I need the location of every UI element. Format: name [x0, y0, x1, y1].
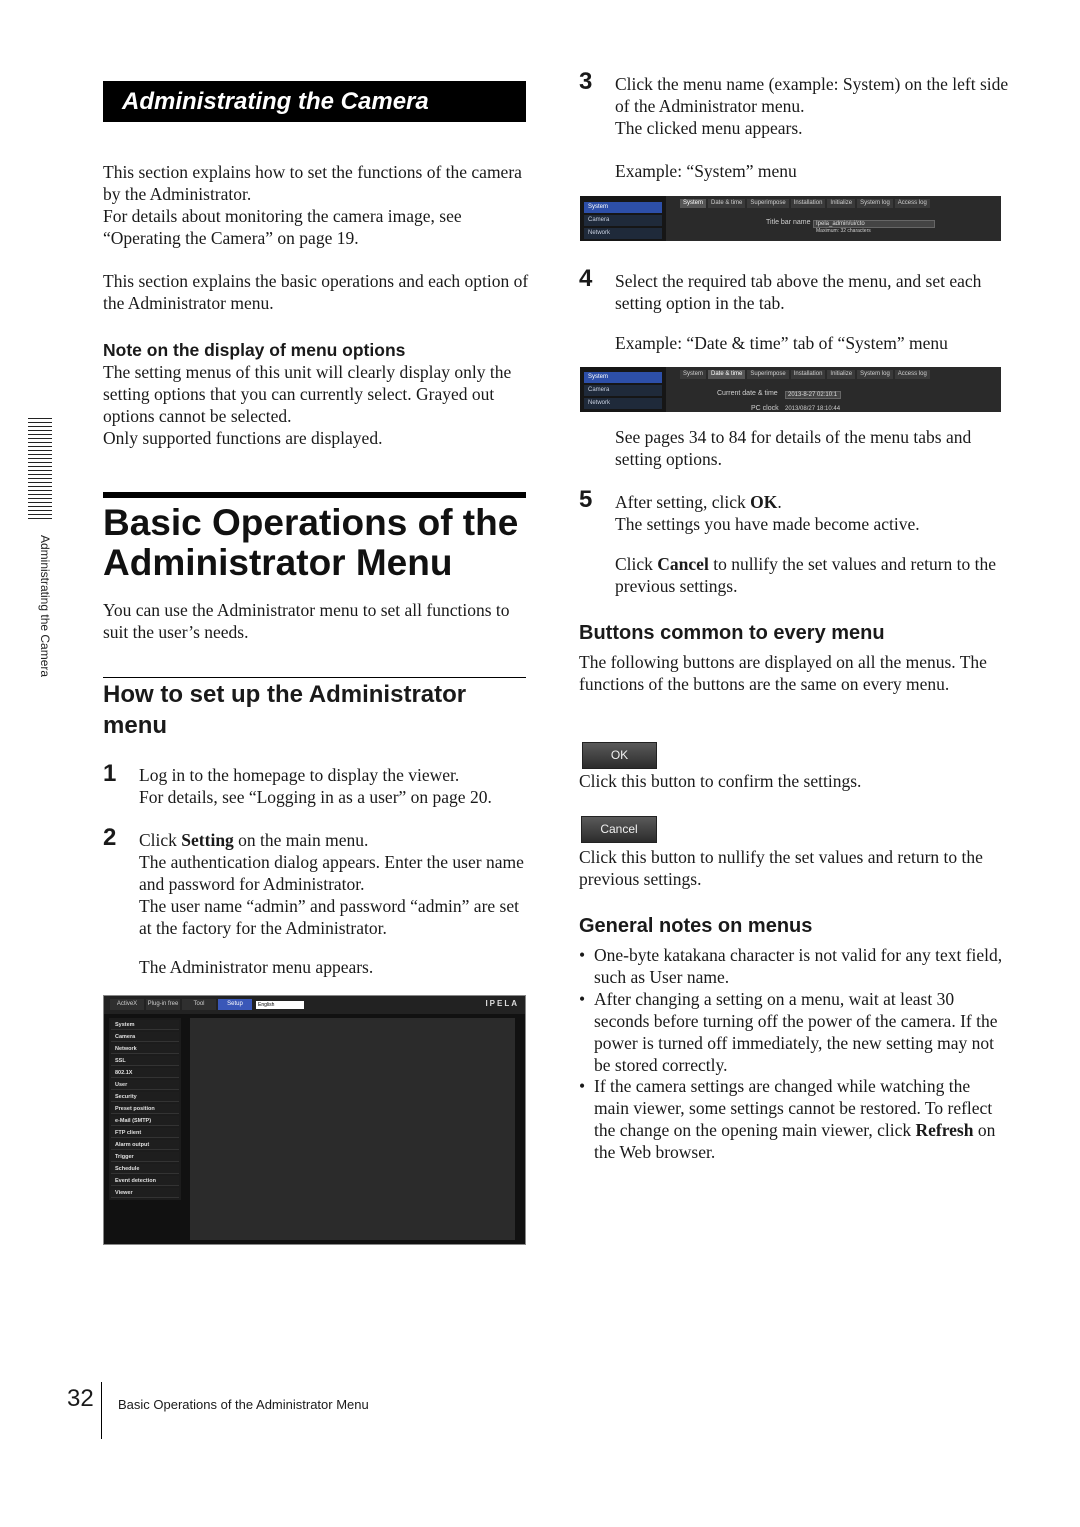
- tab-superimpose-2: Superimpose: [747, 370, 788, 379]
- menu-item-viewer: Viewer: [111, 1188, 179, 1198]
- note-bullet-2: [579, 988, 1004, 1076]
- tab-system-log: System log: [857, 199, 893, 208]
- step-number-4: 4: [579, 265, 593, 292]
- intro-paragraph-3: This section explains the basic operations and each option of the Administrator menu.: [103, 271, 529, 313]
- buttons-intro: The following buttons are displayed on all the menus. The functions of the buttons are the same on every menu.: [579, 652, 987, 694]
- cancel-button[interactable]: Cancel: [581, 816, 657, 843]
- menu-item-ssl: SSL: [111, 1056, 179, 1066]
- menu-item-schedule: Schedule: [111, 1164, 179, 1174]
- menu-item-camera: Camera: [111, 1032, 179, 1042]
- bullet-dot: •: [579, 1076, 586, 1096]
- title-bar-name-label: Title bar name: [766, 219, 811, 226]
- side-item-system: System: [584, 202, 662, 213]
- tab-date-time-2: Date & time: [708, 370, 745, 379]
- footer-rule: [101, 1382, 102, 1439]
- step-3-line-1: Click the menu name (example: System) on the left side of the Administrator menu.: [615, 74, 1009, 116]
- intro-paragraph-1: This section explains how to set the functions of the camera by the Administrator.: [103, 162, 522, 204]
- tab-system: System: [680, 199, 706, 208]
- step-number-3: 3: [579, 68, 593, 95]
- setting-keyword: Setting: [181, 830, 234, 850]
- step-1-line-2: For details, see “Logging in as a user” on page 20.: [139, 787, 492, 807]
- main-intro: You can use the Administrator menu to set all functions to suit the user’s needs.: [103, 600, 510, 642]
- side-item-camera-2: Camera: [584, 385, 662, 396]
- menu-item-trigger: Trigger: [111, 1152, 179, 1162]
- intro-paragraph-2: For details about monitoring the camera image, see “Operating the Camera” on page 19.: [103, 206, 462, 248]
- ipela-logo: IPELA: [485, 999, 519, 1008]
- note-paragraph-2: Only supported functions are displayed.: [103, 428, 383, 448]
- side-item-network-2: Network: [584, 398, 662, 409]
- step-4-after: See pages 34 to 84 for details of the menu tabs and setting options.: [615, 427, 972, 469]
- current-date-time-label: Current date & time: [717, 390, 778, 397]
- menu-item-alarm-output: Alarm output: [111, 1140, 179, 1150]
- admin-menu-screenshot: [103, 995, 526, 1245]
- notes-heading: General notes on menus: [579, 915, 813, 937]
- tab-superimpose: Superimpose: [747, 199, 788, 208]
- subsection-title: How to set up the Administrator menu: [103, 681, 467, 739]
- tab-setup: Setup: [218, 999, 252, 1010]
- tab-system-log-2: System log: [857, 370, 893, 379]
- step-number-1: 1: [103, 760, 117, 787]
- side-item-camera: Camera: [584, 215, 662, 226]
- ok-description: Click this button to confirm the settings.: [579, 771, 862, 791]
- screenshot-topbar: [104, 996, 525, 1014]
- step-4-example: Example: “Date & time” tab of “System” menu: [615, 333, 948, 353]
- bullet-dot: •: [579, 989, 586, 1009]
- menu-item-preset-position: Preset position: [111, 1104, 179, 1114]
- title-bar-name-hint: Maximum: 32 characters: [816, 228, 871, 234]
- pc-clock-label: PC clock: [751, 405, 779, 412]
- footer-title: Basic Operations of the Administrator Menu: [118, 1397, 369, 1412]
- cancel-keyword: Cancel: [657, 554, 709, 574]
- tab-initialize-2: Initialize: [827, 370, 855, 379]
- ok-keyword: OK: [750, 492, 778, 512]
- screenshot-side-menu-2: [580, 367, 666, 412]
- step-5-line-3: Click Cancel to nullify the set values and return to the previous settings.: [615, 554, 997, 596]
- side-item-system-2: System: [584, 372, 662, 383]
- page-title: Basic Operations of the Administrator Menu: [103, 502, 519, 583]
- note-bullet-3-text: If the camera settings are changed while watching the main viewer, some settings cannot be restored. To reflect the change on the opening main viewer, click Refresh on the Web browser.: [594, 1076, 996, 1162]
- step-1-line-1: Log in to the homepage to display the viewer.: [139, 765, 460, 785]
- step-5-line-2: The settings you have made become active.: [615, 514, 920, 534]
- admin-side-menu: [109, 1018, 181, 1200]
- note-paragraph-1: The setting menus of this unit will clearly display only the setting options that you can currently select. Grayed out options cannot be selected.: [103, 362, 512, 426]
- menu-item-user: User: [111, 1080, 179, 1090]
- side-tab-label: Administrating the Camera: [38, 535, 52, 678]
- note-bullet-1: [579, 944, 1004, 988]
- page-number: 32: [67, 1385, 94, 1412]
- side-tab-lines: [28, 418, 52, 522]
- tab-date-time: Date & time: [708, 199, 745, 208]
- tab-tool: Tool: [182, 999, 216, 1010]
- menu-item-system: System: [111, 1020, 179, 1030]
- tab-access-log: Access log: [895, 199, 930, 208]
- step-5-line-1: After setting, click OK.: [615, 492, 782, 512]
- note-bullet-1-text: One-byte katakana character is not valid for any text field, such as User name.: [594, 945, 1003, 987]
- system-menu-screenshot: [580, 196, 1001, 241]
- current-date-time-field: 2013-8-27 02:10:1: [785, 391, 841, 399]
- ok-button[interactable]: OK: [582, 742, 657, 769]
- menu-item-network: Network: [111, 1044, 179, 1054]
- note-bullet-2-text: After changing a setting on a menu, wait at least 30 seconds before turning off the power of the camera. If the power is turned off immediately, the new setting may not be stored correctly.: [594, 989, 998, 1075]
- step-number-2: 2: [103, 824, 117, 851]
- step-3-line-2: The clicked menu appears.: [615, 118, 803, 138]
- title-bar-name-field: Ipela_admin/ui/cto: [813, 220, 935, 228]
- screenshot-tabs: [680, 199, 930, 208]
- screenshot-side-menu: [580, 196, 666, 241]
- menu-item-email: e-Mail (SMTP): [111, 1116, 179, 1126]
- step-2-line-4: The Administrator menu appears.: [139, 957, 374, 977]
- menu-item-8021x: 802.1X: [111, 1068, 179, 1078]
- cancel-description: Click this button to nullify the set values and return to the previous settings.: [579, 847, 983, 889]
- menu-item-security: Security: [111, 1092, 179, 1102]
- step-2-line-1: Click Setting on the main menu.: [139, 830, 369, 850]
- refresh-keyword: Refresh: [915, 1120, 974, 1140]
- admin-content-area: [190, 1018, 515, 1240]
- note-bullet-3: [579, 1075, 1004, 1163]
- bullet-dot: •: [579, 945, 586, 965]
- tab-initialize: Initialize: [827, 199, 855, 208]
- tab-installation: Installation: [791, 199, 826, 208]
- tab-activex: ActiveX: [110, 999, 144, 1010]
- menu-item-ftp-client: FTP client: [111, 1128, 179, 1138]
- step-2-line-2: The authentication dialog appears. Enter the user name and password for Administrator.: [139, 852, 524, 894]
- subsection-rule: [103, 677, 526, 678]
- date-time-screenshot: [580, 367, 1001, 412]
- buttons-heading: Buttons common to every menu: [579, 622, 885, 644]
- step-4-line-1: Select the required tab above the menu, and set each setting option in the tab.: [615, 271, 982, 313]
- step-number-5: 5: [579, 486, 593, 513]
- language-dropdown: English: [256, 1001, 304, 1009]
- side-item-network: Network: [584, 228, 662, 239]
- step-2-line-3: The user name “admin” and password “admin” are set at the factory for the Administrator.: [139, 896, 519, 938]
- section-banner: Administrating the Camera: [103, 81, 526, 122]
- title-rule: [103, 492, 526, 498]
- screenshot-tabs-2: [680, 370, 930, 379]
- step-3-example: Example: “System” menu: [615, 161, 797, 181]
- menu-item-event-detection: Event detection: [111, 1176, 179, 1186]
- tab-access-log-2: Access log: [895, 370, 930, 379]
- note-heading: Note on the display of menu options: [103, 340, 406, 360]
- pc-clock-value: 2013/08/27 18:10:44: [785, 406, 841, 412]
- tab-system-2: System: [680, 370, 706, 379]
- tab-plugin-free: Plug-in free: [146, 999, 180, 1010]
- tab-installation-2: Installation: [791, 370, 826, 379]
